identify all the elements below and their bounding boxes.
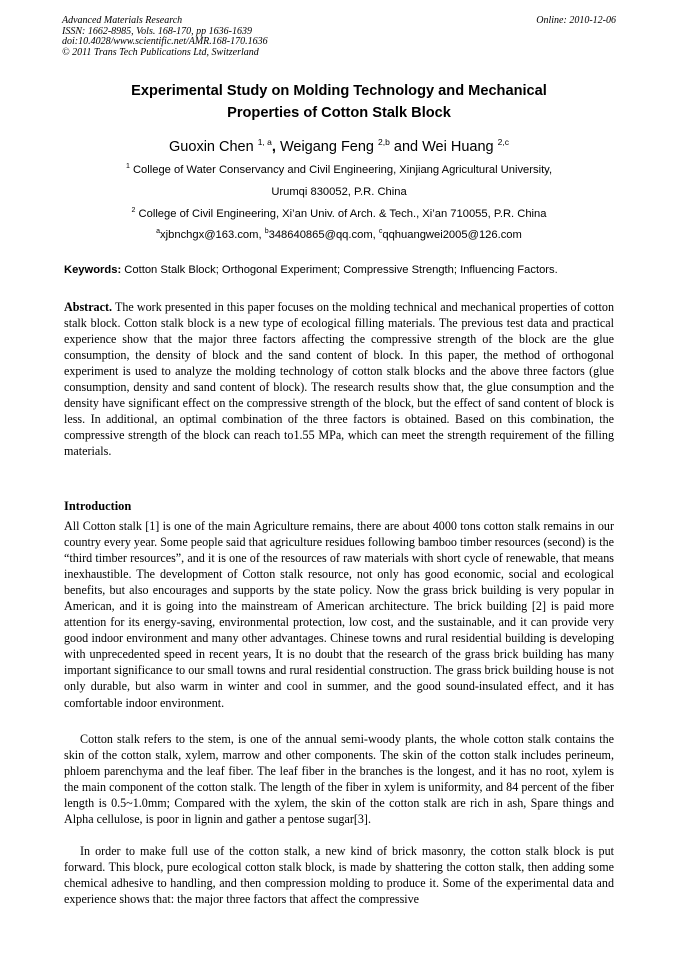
- affiliation-mark: 1: [125, 163, 130, 170]
- keywords-text: Cotton Stalk Block; Orthogonal Experiment; Compressive Strength; Influencing Factors.: [121, 264, 558, 276]
- journal-name: Advanced Materials Research: [62, 15, 183, 26]
- affiliation-text: College of Water Conservancy and Civil Engineering, Xinjiang Agricultural University,: [129, 164, 553, 176]
- body-paragraph: In order to make full use of the cotton stalk, a new kind of brick masonry, the cotton stalk block is put forward. This block, pure ecological cotton stalk block, is made by shattering the cotton stalk, then adding some chemical adhesive to handling, and then compression molding to produce it. Some of the experimental data and experience shows that: the major three factors that affect the compressive: [64, 844, 614, 907]
- copyright-line: © 2011 Trans Tech Publications Ltd, Switzerland: [62, 46, 259, 58]
- affiliation-2: [62, 205, 616, 223]
- online-date: Online: 2010-12-06: [536, 15, 616, 26]
- author-separator: ,: [271, 139, 280, 155]
- title-line-1: Experimental Study on Molding Technology and Mechanical: [131, 83, 547, 99]
- author-name: Weigang Feng: [279, 139, 379, 155]
- publication-info: [62, 16, 268, 58]
- issn-line: ISSN: 1662-8985, Vols. 168-170, pp 1636-1639: [62, 25, 252, 37]
- section-heading-introduction: Introduction: [64, 499, 132, 513]
- body-paragraph: All Cotton stalk [1] is one of the main Agriculture remains, there are about 4000 tons cotton stalk remains in our country every year. Some people said that agriculture residues following bamboo timber resources (second) is the “third timber resources”, and it is one of the resources of raw materials with short cycle of renewable, that means inexhaustible. The development of Cotton stalk resource, not only has good economic, social and ecological benefits, but also encourages and supports by the state policy. Now the grass brick building is very popular in American, and it is going into the mainstream of American architecture. The brick building [2] is paid more attention for its energy-saving, environmental protection, low cost, and the sustainable, and it can provide very good indoor environment and many other advantages. Chinese towns and rural residential building is developing with unprecedented speed in recent years, It is no doubt that the research of the grass brick building has many important significance to our small towns and rural residential construction. The grass brick building house is not only durable, but also warm in winter and cool in summer, and the good sound-insulated effect, and it has comfortable indoor environment.: [64, 519, 614, 710]
- author-emails: [62, 226, 616, 244]
- author-affiliation-mark: 2,c: [497, 137, 509, 147]
- paper-title: [62, 80, 616, 124]
- author-name: Wei Huang: [422, 139, 498, 155]
- body-paragraph: Cotton stalk refers to the stem, is one of the annual semi-woody plants, the whole cotton stalk contains the skin of the cotton stalk, xylem, marrow and other components. The skin of the cotton stalk includes perineum, phloem parenchyma and the leaf fiber. The leaf fiber in the branches is the longest, and it has no root, xylem is the main component of the cotton stalk. The length of the fiber in xylem is uniformity, and 84 percent of the fiber length is 0.5~1.0mm; Compared with the xylem, the skin of the cotton stalk are rich in ash, Spare things and Alpha cellulose, is poor in lignin and gather a pentose sugar[3].: [64, 732, 614, 827]
- email-mark: b: [264, 228, 269, 235]
- abstract-paragraph: [64, 299, 614, 459]
- abstract-text: The work presented in this paper focuses on the molding technical and mechanical properties of cotton stalk block. Cotton stalk block is a new type of ecological filling materials. The previous test data and practical experience show that the major three factors affecting the compressive strength of the block are the glue consumption, the density of block and the sand content of block. In this paper, the method of orthogonal experiment is used to analyze the molding technology of cotton stalk blocks and the above three factors (glue consumption, density and sand content of block). The research results show that, the glue consumption and the density have significant effect on the compressive strength of the block, but the effect of sand content of block is less. In additional, an optimal combination of the three factors is obtained. Based on this combination, the compressive strength of the block can reach to1.55 MPa, which can meet the strength requirement of the filling materials.: [64, 300, 614, 459]
- author-list: [62, 137, 616, 157]
- doi-line: doi:10.4028/www.scientific.net/AMR.168-170.1636: [62, 36, 268, 47]
- email-link: xjbnchgx@163.com,: [160, 229, 265, 241]
- keywords-line: [64, 262, 616, 278]
- abstract-label: Abstract.: [64, 300, 113, 314]
- author-affiliation-mark: 1, a: [257, 137, 272, 147]
- affiliation-1-address: Urumqi 830052, P.R. China: [271, 186, 407, 198]
- author-name: Guoxin Chen: [169, 139, 258, 155]
- affiliation-text: College of Civil Engineering, Xi’an Univ. of Arch. & Tech., Xi’an 710055, P.R. China: [135, 208, 547, 220]
- email-link: qqhuangwei2005@126.com: [382, 229, 522, 241]
- author-affiliation-mark: 2,b: [378, 137, 390, 147]
- title-line-2: Properties of Cotton Stalk Block: [227, 105, 451, 121]
- affiliation-1: [62, 161, 616, 179]
- email-mark: a: [156, 228, 161, 235]
- email-mark: c: [378, 228, 383, 235]
- author-separator: and: [389, 139, 423, 155]
- keywords-label: Keywords:: [64, 264, 122, 276]
- affiliation-mark: 2: [131, 207, 136, 214]
- email-link: 348640865@qq.com,: [268, 229, 379, 241]
